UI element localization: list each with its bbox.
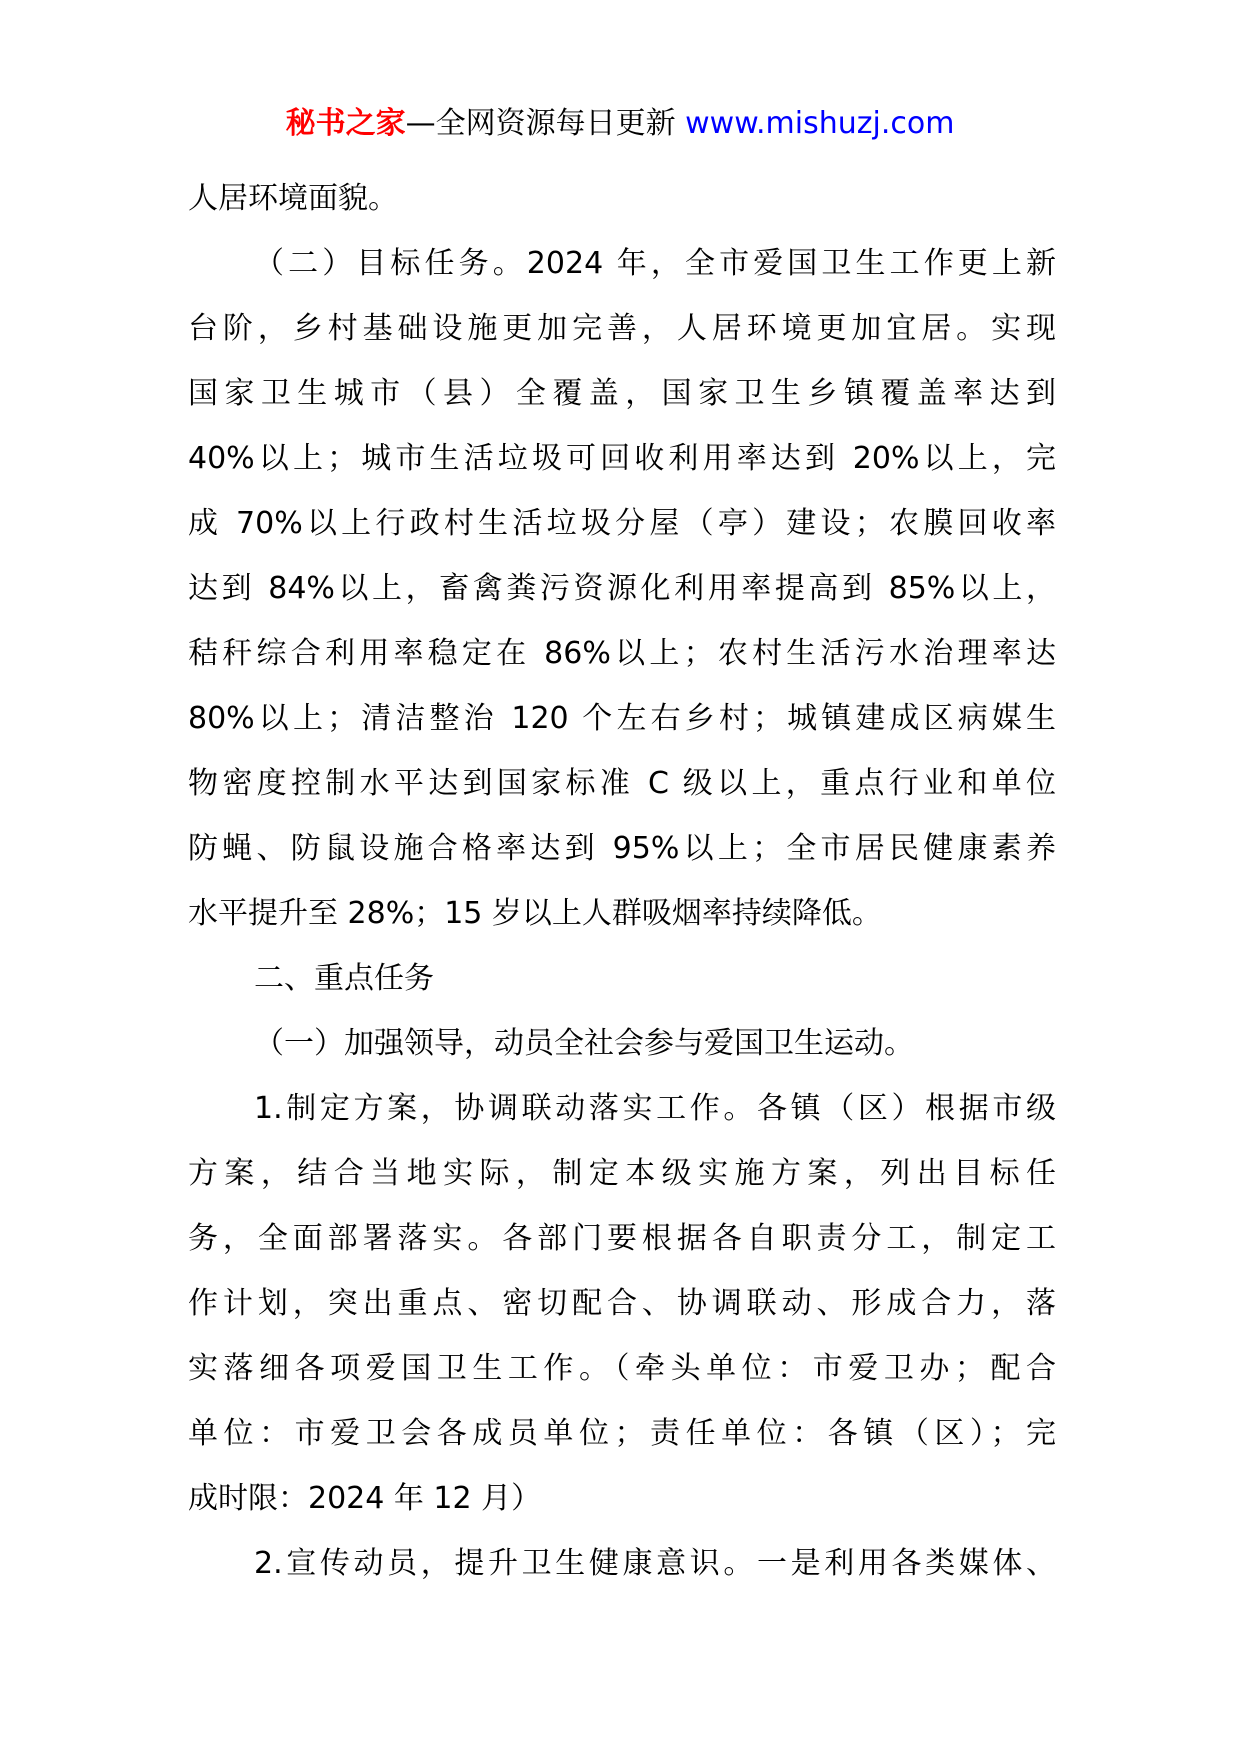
body-line: （二）目标任务。2024 年，全市爱国卫生工作更上新: [254, 246, 1056, 281]
body-line: 80%以上；清洁整治 120 个左右乡村；城镇建成区病媒生: [188, 701, 1056, 736]
body-line: 40%以上；城市生活垃圾可回收利用率达到 20%以上，完: [188, 441, 1056, 476]
body-line: 物密度控制水平达到国家标准 C 级以上，重点行业和单位: [188, 766, 1056, 801]
header-url-link[interactable]: www.mishuzj.com: [685, 106, 955, 141]
body-line: 成时限：2024 年 12 月）: [188, 1481, 542, 1516]
body-line: 方案，结合当地实际，制定本级实施方案，列出目标任: [188, 1156, 1056, 1191]
body-line: 达到 84%以上，畜禽粪污资源化利用率提高到 85%以上，: [188, 571, 1056, 606]
body-line: 秸秆综合利用率稳定在 86%以上；农村生活污水治理率达: [188, 636, 1056, 671]
header-slogan: —全网资源每日更新: [405, 106, 676, 141]
body-line: 1.制定方案，协调联动落实工作。各镇（区）根据市级: [254, 1091, 1056, 1126]
body-line: 人居环境面貌。: [188, 181, 398, 216]
body-line: 国家卫生城市（县）全覆盖，国家卫生乡镇覆盖率达到: [188, 376, 1056, 411]
body-line: 务，全面部署落实。各部门要根据各自职责分工，制定工: [188, 1221, 1056, 1256]
header-brand: 秘书之家: [285, 106, 406, 141]
body-line: 二、重点任务: [254, 961, 434, 996]
body-line: 水平提升至 28%；15 岁以上人群吸烟率持续降低。: [188, 896, 882, 931]
body-line: 台阶，乡村基础设施更加完善，人居环境更加宜居。实现: [188, 311, 1056, 346]
body-line: 作计划，突出重点、密切配合、协调联动、形成合力，落: [188, 1286, 1056, 1321]
body-line: 防蝇、防鼠设施合格率达到 95%以上；全市居民健康素养: [188, 831, 1056, 866]
body-line: 成 70%以上行政村生活垃圾分屋（亭）建设；农膜回收率: [188, 506, 1056, 541]
body-line: 实落细各项爱国卫生工作。（牵头单位：市爱卫办；配合: [188, 1351, 1056, 1386]
body-line: （一）加强领导，动员全社会参与爱国卫生运动。: [254, 1026, 914, 1061]
body-line: 2.宣传动员，提升卫生健康意识。一是利用各类媒体、: [254, 1546, 1056, 1581]
document-body: [188, 166, 1056, 1596]
page-header: [0, 102, 1240, 146]
body-line: 单位：市爱卫会各成员单位；责任单位：各镇（区）；完: [188, 1416, 1056, 1451]
